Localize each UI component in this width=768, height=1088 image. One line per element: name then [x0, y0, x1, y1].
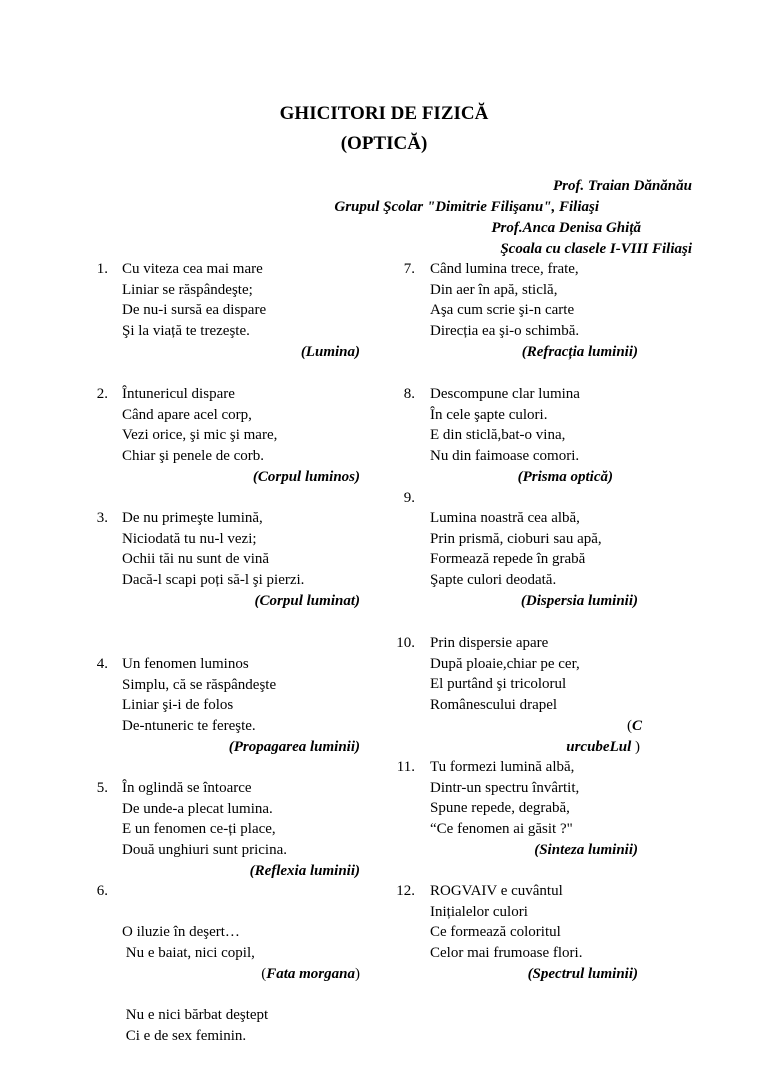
riddle-answer: (Propagarea luminii)	[228, 739, 360, 755]
riddle-verse: O iluzie în deşert… Nu e baiat, nici copil, Nu e nici bărbat deştept Ci e de sex feminin.	[122, 924, 269, 1044]
title-line-2: (OPTICĂ)	[340, 133, 428, 154]
riddle-answer: (Reflexia luminii)	[249, 863, 360, 879]
riddle-number: 4.	[96, 656, 108, 672]
riddle-verse: ROGVAIV e cuvântul Inițialelor culori Ce formează coloritul Celor mai frumoase flori.	[430, 883, 583, 962]
riddle-answer: (Corpul luminat)	[254, 593, 360, 609]
riddle-number: 2.	[96, 386, 108, 402]
riddle-verse: Tu formezi lumină albă, Dintr-un spectru învârtit, Spune repede, degrabă, “Ce fenomen ai găsit ?"	[430, 759, 580, 838]
riddle-number: 12.	[396, 883, 415, 899]
riddle-verse: În oglindă se întoarce De unde-a plecat lumina. E un fenomen ce-ți place, Două unghiuri sunt pricina.	[122, 780, 287, 859]
riddle-answer: (Spectrul luminii)	[527, 966, 638, 982]
riddle-number: 9.	[403, 490, 415, 506]
riddle-verse: Lumina noastră cea albă, Prin prismă, cioburi sau apă, Formează repede în grabă Şapte culori deodată.	[430, 510, 602, 589]
riddle-answer: (Fata morgana)	[261, 966, 360, 982]
riddle-number: 5.	[96, 780, 108, 796]
riddle-answer: (Refracția luminii)	[521, 344, 638, 360]
riddle-number: 6.	[96, 883, 108, 899]
riddle-number: 11.	[396, 759, 415, 775]
riddle-verse: De nu primeşte lumină, Niciodată tu nu-l vezi; Ochii tăi nu sunt de vină Dacă-l scapi poți să-l şi pierzi.	[122, 510, 305, 589]
riddle-verse: Descompune clar lumina În cele şapte culori. E din sticlă,bat-o vina, Nu din faimoase comori.	[430, 386, 580, 465]
riddle-answer: (Dispersia luminii)	[520, 593, 638, 609]
riddle-number: 7.	[403, 261, 415, 277]
author-line: Grupul Şcolar "Dimitrie Filişanu", Filiaşi	[334, 199, 599, 215]
riddle-number: 1.	[96, 261, 108, 277]
riddle-answer: (Sinteza luminii)	[534, 842, 638, 858]
riddle-number: 8.	[403, 386, 415, 402]
riddle-answer: (C	[626, 718, 642, 734]
riddle-number: 3.	[96, 510, 108, 526]
riddle-verse: Întunericul dispare Când apare acel corp, Vezi orice, şi mic şi mare, Chiar şi penele de corb.	[122, 386, 278, 465]
author-line: Prof. Traian Dănănău	[552, 178, 692, 194]
riddle-verse: Un fenomen luminos Simplu, că se răspândeşte Liniar şi-i de folos De-ntuneric te fereşte.	[122, 656, 277, 735]
riddle-number: 10.	[396, 635, 415, 651]
riddle-verse: Cu viteza cea mai mare Liniar se răspândeşte; De nu-i sursă ea dispare Şi la viață te trezeşte.	[122, 261, 267, 340]
riddle-verse: Când lumina trece, frate, Din aer în apă, sticlă, Aşa cum scrie şi-n carte Direcția ea şi-o schimbă.	[430, 261, 580, 340]
author-line: Prof.Anca Denisa Ghiță	[491, 220, 641, 236]
riddle-verse: Prin dispersie apare După ploaie,chiar pe cer, El purtând şi tricolorul Românescului drapel	[430, 635, 580, 714]
title-line-1: GHICITORI DE FIZICĂ	[279, 103, 489, 124]
riddle-answer: (Prisma optică)	[517, 469, 613, 485]
riddle-answer: (Lumina)	[300, 344, 360, 360]
author-line: Şcoala cu clasele I-VIII Filiaşi	[500, 241, 692, 257]
riddle-answer: (Corpul luminos)	[252, 469, 360, 485]
riddle-answer-continued: urcubeLul )	[566, 739, 640, 755]
